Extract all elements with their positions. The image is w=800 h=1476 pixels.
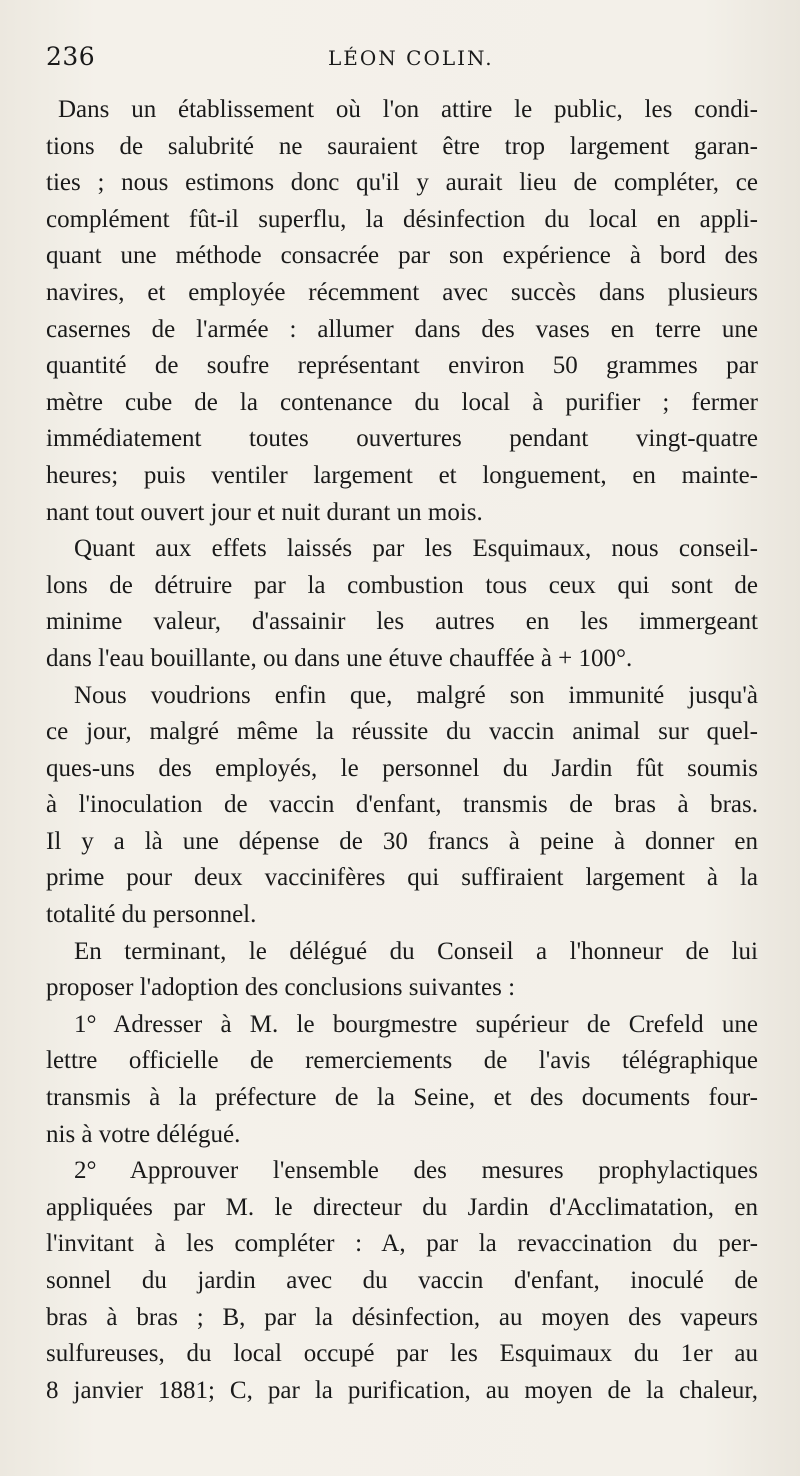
text-line: En terminant, le délégué du Conseil a l'honneur de lui: [74, 937, 758, 965]
text-line: l'invitant à les compléter : A, par la revaccination du per-: [46, 1230, 758, 1258]
text-line: dans l'eau bouillante, ou dans une étuve chauffée à + 100°.: [46, 644, 633, 672]
text-line: lettre officielle de remerciements de l'avis télégraphique: [46, 1047, 758, 1075]
text-line: immédiatement toutes ouvertures pendant vingt-quatre: [46, 425, 758, 453]
running-head: LÉON COLIN.: [328, 46, 494, 70]
paragraph-conclusion-2: [46, 1153, 758, 1409]
text-line: appliquées par M. le directeur du Jardin d'Acclimatation, en: [46, 1193, 758, 1221]
paragraph-conclusion-intro: [46, 934, 758, 1007]
text-line: mètre cube de la contenance du local à purifier ; fermer: [46, 388, 758, 416]
text-line: 2° Approuver l'ensemble des mesures prophylactiques: [74, 1157, 758, 1185]
text-line: quantité de soufre représentant environ 50 grammes par: [46, 352, 758, 380]
text-line: Quant aux effets laissés par les Esquimaux, nous conseil-: [74, 535, 758, 563]
paragraph-vaccination: [46, 678, 758, 934]
text-line: Dans un établissement où l'on attire le public, les condi-: [58, 96, 758, 123]
text-line: totalité du personnel.: [46, 901, 257, 929]
text-line: sonnel du jardin avec du vaccin d'enfant, inoculé de: [46, 1267, 758, 1294]
text-line: 8 janvier 1881; C, par la purification, au moyen de la chaleur,: [46, 1376, 758, 1404]
text-line: à l'inoculation de vaccin d'enfant, transmis de bras à bras.: [46, 791, 758, 819]
text-line: minime valeur, d'assainir les autres en les immergeant: [46, 608, 758, 636]
text-line: ques-uns des employés, le personnel du Jardin fût soumis: [46, 754, 758, 782]
text-line: nis à votre délégué.: [46, 1120, 241, 1148]
paragraph-conclusion-1: [46, 1007, 758, 1153]
page-number: 236: [46, 42, 96, 71]
text-line: Nous voudrions enfin que, malgré son immunité jusqu'à: [74, 681, 758, 709]
text-line: heures; puis ventiler largement et longuement, en mainte-: [46, 461, 758, 489]
text-line: 1° Adresser à M. le bourgmestre supérieur de Crefeld une: [74, 1010, 758, 1038]
text-line: proposer l'adoption des conclusions suivantes :: [46, 974, 516, 1002]
text-line: prime pour deux vaccinifères qui suffiraient largement à la: [46, 864, 758, 892]
text-line: casernes de l'armée : allumer dans des vases en terre une: [46, 315, 758, 343]
text-line: lons de détruire par la combustion tous ceux qui sont de: [46, 571, 758, 599]
text-line: complément fût-il superflu, la désinfection du local en appli-: [46, 205, 758, 233]
text-line: sulfureuses, du local occupé par les Esquimaux du 1er au: [46, 1340, 758, 1368]
text-line: quant une méthode consacrée par son expérience à bord des: [46, 242, 758, 270]
text-line: nant tout ouvert jour et nuit durant un mois.: [46, 498, 483, 526]
text-line: Il y a là une dépense de 30 francs à peine à donner en: [46, 827, 758, 855]
text-line: ce jour, malgré même la réussite du vaccin animal sur quel-: [46, 718, 758, 746]
body-text: [46, 92, 758, 1409]
paragraph-disinfection: [46, 92, 758, 531]
text-line: tions de salubrité ne sauraient être trop largement garan-: [46, 132, 758, 160]
text-line: bras à bras ; B, par la désinfection, au moyen des vapeurs: [46, 1303, 758, 1331]
paragraph-effects: [46, 531, 758, 677]
page-header: [46, 42, 758, 86]
text-line: navires, et employée récemment avec succès dans plusieurs: [46, 278, 758, 306]
text-line: transmis à la préfecture de la Seine, et des documents four-: [46, 1084, 758, 1112]
text-line: ties ; nous estimons donc qu'il y aurait lieu de compléter, ce: [46, 169, 758, 197]
